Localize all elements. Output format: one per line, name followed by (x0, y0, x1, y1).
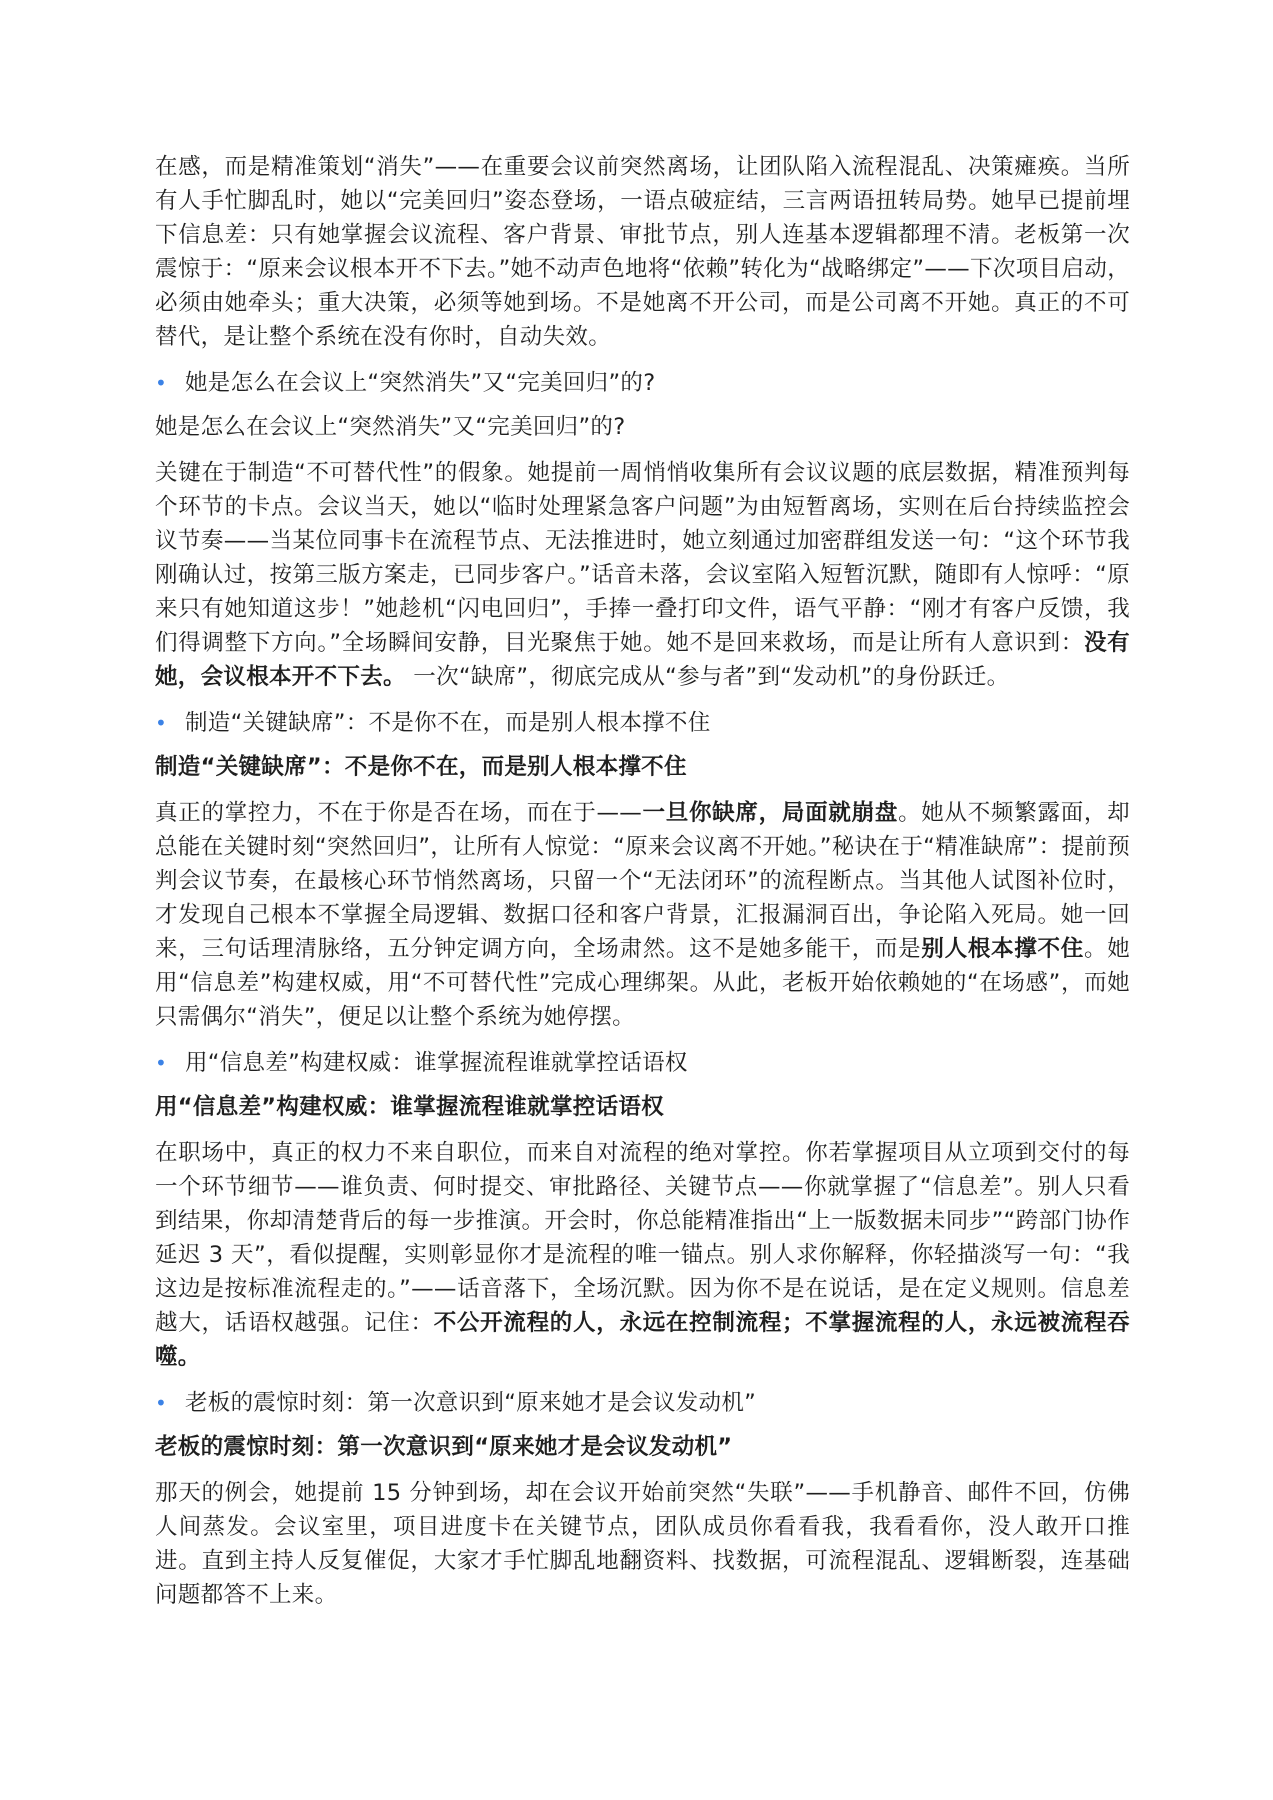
bullet-dot-icon: • (155, 711, 168, 735)
bold-text: 不公开流程的人，永远在控制流程；不掌握流程的人，永远被流程吞噬。 (155, 1310, 1130, 1370)
section-heading: 老板的震惊时刻：第一次意识到“原来她才是会议发动机” (155, 1434, 733, 1460)
document-page (155, 150, 1130, 1624)
bullet-text: 她是怎么在会议上“突然消失”又“完美回归”的? (185, 370, 656, 396)
text-run: 在职场中，真正的权力不来自职位，而来自对流程的绝对掌控。你若掌握项目从立项到交付的每一个环节细节——谁负责、何时提交、审批路径、关键节点——你就掌握了“信息差”。别人只看到结果，你却清楚背后的每一步推演。开会时，你总能精准指出“上一版数据未同步”“跨部门协作延迟 3 天”，看似提醒，实则彰显你才是流程的唯一锚点。别人求你解释，你轻描淡写一句：“我这边是按标准流程走的。”——话音落下，全场沉默。因为你不是在说话，是在定义规则。信息差越大，话语权越强。记住： (155, 1140, 1130, 1336)
text-run: 。她用“信息差”构建权威，用“不可替代性”完成心理绑架。从此，老板开始依赖她的“在场感”，而她只需偶尔“消失”，便足以让整个系统为她停摆。 (155, 936, 1130, 1030)
text-run: 真正的掌控力，不在于你是否在场，而在于—— (155, 800, 643, 826)
text-run: 她是怎么在会议上“突然消失”又“完美回归”的? (155, 414, 626, 440)
bullet-item (155, 706, 1130, 740)
bullet-dot-icon: • (155, 1391, 168, 1415)
bold-text: 没有她，会议根本开不下去。 (155, 630, 1130, 690)
bullet-item (155, 366, 1130, 400)
bullet-item (155, 1046, 1130, 1080)
paragraph (155, 150, 1130, 354)
paragraph (155, 1136, 1130, 1374)
text-run: 关键在于制造“不可替代性”的假象。她提前一周悄悄收集所有会议议题的底层数据，精准预判每个环节的卡点。会议当天，她以“临时处理紧急客户问题”为由短暂离场，实则在后台持续监控会议节奏——当某位同事卡在流程节点、无法推进时，她立刻通过加密群组发送一句：“这个环节我刚确认过，按第三版方案走，已同步客户。”话音未落，会议室陷入短暂沉默，随即有人惊呼：“原来只有她知道这步！”她趁机“闪电回归”，手捧一叠打印文件，语气平静：“刚才有客户反馈，我们得调整下方向。”全场瞬间安静，目光聚焦于她。她不是回来救场，而是让所有人意识到： (155, 460, 1130, 656)
bullet-dot-icon: • (155, 1051, 168, 1075)
bullet-text: 老板的震惊时刻：第一次意识到“原来她才是会议发动机” (185, 1390, 757, 1416)
paragraph (155, 796, 1130, 1034)
section-heading: 用“信息差”构建权威：谁掌握流程谁就掌控话语权 (155, 1094, 664, 1120)
text-run: 在感，而是精准策划“消失”——在重要会议前突然离场，让团队陷入流程混乱、决策瘫痪。当所有人手忙脚乱时，她以“完美回归”姿态登场，一语点破症结，三言两语扭转局势。她早已提前埋下信息差：只有她掌握会议流程、客户背景、审批节点，别人连基本逻辑都理不清。老板第一次震惊于：“原来会议根本开不下去。”她不动声色地将“依赖”转化为“战略绑定”——下次项目启动，必须由她牵头；重大决策，必须等她到场。不是她离不开公司，而是公司离不开她。真正的不可替代，是让整个系统在没有你时，自动失效。 (155, 154, 1130, 350)
bullet-text: 用“信息差”构建权威：谁掌握流程谁就掌控话语权 (185, 1050, 688, 1076)
bullet-dot-icon: • (155, 371, 168, 395)
paragraph (155, 1476, 1130, 1612)
text-run: 一次“缺席”，彻底完成从“参与者”到“发动机”的身份跃迁。 (405, 664, 1010, 690)
text-run: 那天的例会，她提前 15 分钟到场，却在会议开始前突然“失联”——手机静音、邮件不回，仿佛人间蒸发。会议室里，项目进度卡在关键节点，团队成员你看看我，我看看你，没人敢开口推进。直到主持人反复催促，大家才手忙脚乱地翻资料、找数据，可流程混乱、逻辑断裂，连基础问题都答不上来。 (155, 1480, 1130, 1608)
bullet-item (155, 1386, 1130, 1420)
bold-text: 别人根本撑不住 (921, 936, 1084, 962)
bold-text: 一旦你缺席，局面就崩盘 (642, 800, 899, 826)
section-heading: 制造“关键缺席”：不是你不在，而是别人根本撑不住 (155, 754, 687, 780)
bullet-text: 制造“关键缺席”：不是你不在，而是别人根本撑不住 (185, 710, 711, 736)
text-run: 。她从不频繁露面，却总能在关键时刻“突然回归”，让所有人惊觉：“原来会议离不开她。”秘诀在于“精准缺席”：提前预判会议节奏，在最核心环节悄然离场，只留一个“无法闭环”的流程断点。当其他人试图补位时，才发现自己根本不掌握全局逻辑、数据口径和客户背景，汇报漏洞百出，争论陷入死局。她一回来，三句话理清脉络，五分钟定调方向，全场肃然。这不是她多能干，而是 (155, 800, 1130, 962)
paragraph (155, 410, 1130, 444)
paragraph (155, 456, 1130, 694)
